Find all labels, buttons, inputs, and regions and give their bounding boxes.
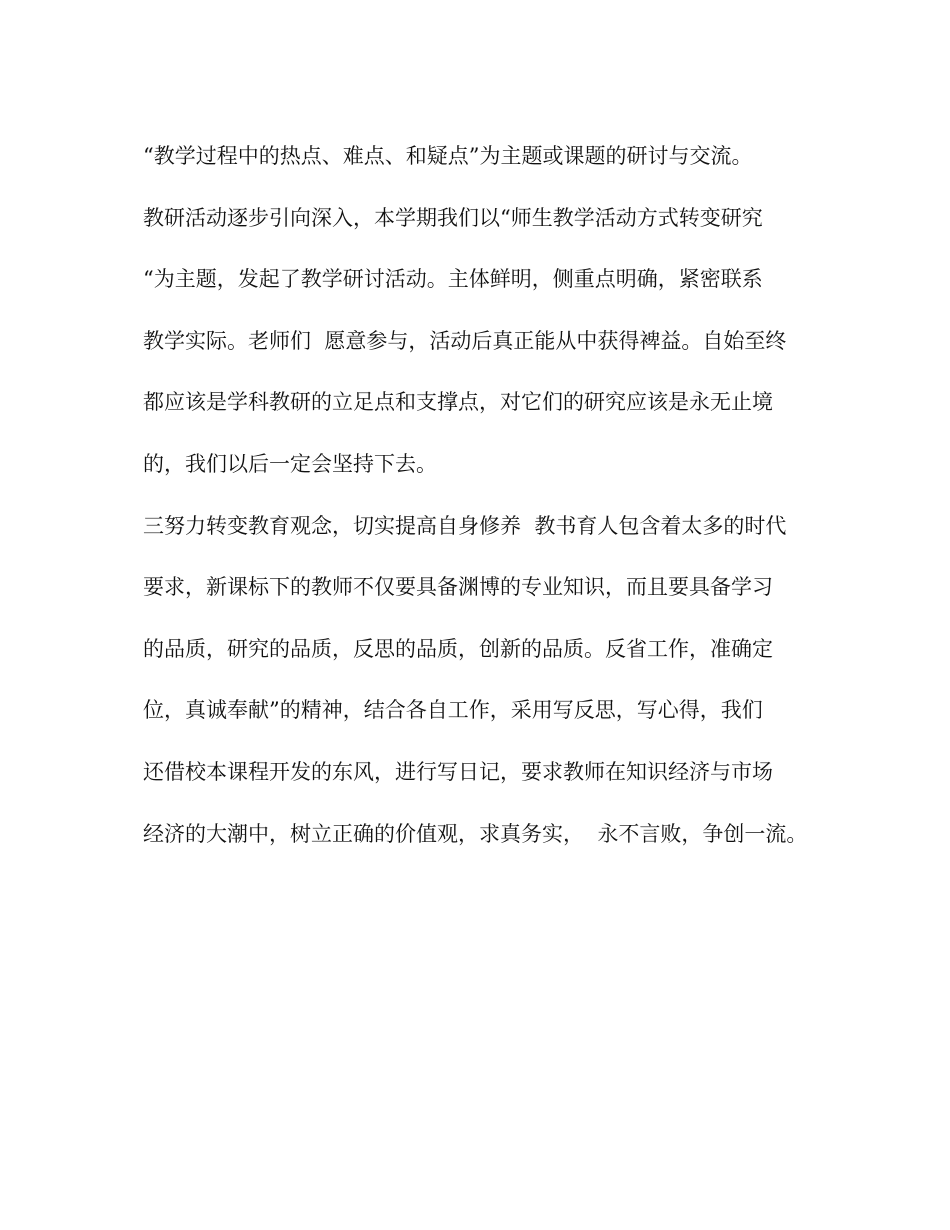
text-line: 教学实际。老师们 愿意参与，活动后真正能从中获得裨益。自始至终 bbox=[143, 328, 787, 353]
text-line: 的品质，研究的品质，反思的品质，创新的品质。反省工作，准确定 bbox=[143, 636, 773, 661]
text-line: 要求，新课标下的教师不仅要具备渊博的专业知识，而且要具备学习 bbox=[143, 575, 773, 600]
text-line: 教研活动逐步引向深入，本学期我们以“师生教学活动方式转变研究 bbox=[143, 205, 763, 230]
text-line: 位，真诚奉献”的精神，结合各自工作，采用写反思，写心得，我们 bbox=[143, 698, 763, 723]
text-line: 的，我们以后一定会坚持下去。 bbox=[143, 451, 437, 476]
text-line: 还借校本课程开发的东风，进行写日记，要求教师在知识经济与市场 bbox=[143, 759, 773, 784]
text-line: “教学过程中的热点、难点、和疑点”为主题或课题的研讨与交流。 bbox=[143, 144, 753, 168]
text-line: 三努力转变教育观念，切实提高自身修养 教书育人包含着太多的时代 bbox=[143, 513, 787, 538]
text-line: 都应该是学科教研的立足点和支撑点，对它们的研究应该是永无止境 bbox=[143, 390, 773, 415]
body-text bbox=[143, 138, 863, 877]
text-line: “为主题，发起了教学研讨活动。主体鲜明，侧重点明确，紧密联系 bbox=[143, 267, 763, 292]
text-line: 经济的大潮中，树立正确的价值观，求真务实， 永不言败，争创一流。 bbox=[143, 821, 808, 846]
